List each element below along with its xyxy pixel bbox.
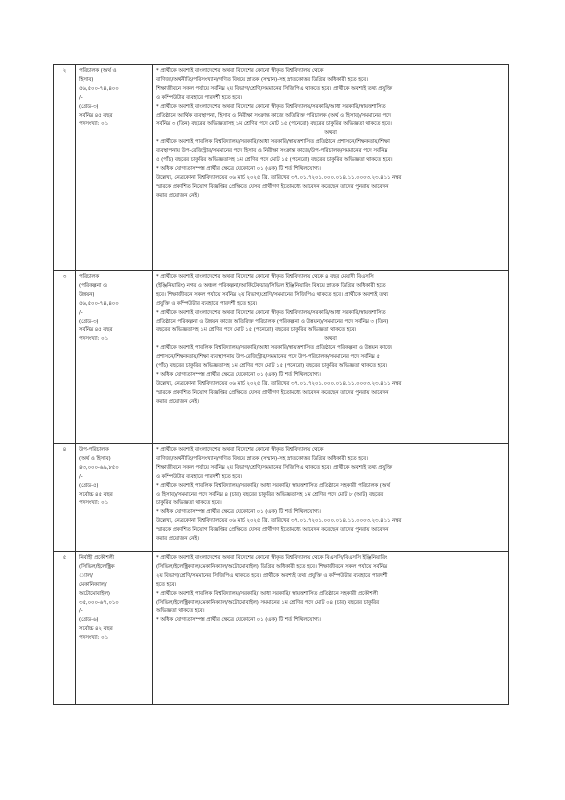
requirement-line: * প্রার্থীকে অবশ্যই বাংলাদেশের অথবা বিদেশের কোনো স্বীকৃত বিশ্ববিদ্যালয় থেকে বিএসসি/বিএসসি ইঞ্জিনিয়ারিং [156, 555, 388, 561]
requirement-line: ও হিসাব)/সমমানের পদে সর্বনিম্ন ৪ (চার) বছরের চাকুরির অভিজ্ঞতাসহ ১ম শ্রেণির পদে মোট ৮ (আট) বছরের [156, 491, 384, 498]
requirement-line: প্রতিষ্ঠানে পরিকল্পনা ও উন্নয়ন কাজে অতিরিক্ত পরিচালক (পরিকল্পনা ও উন্নয়ন)/সমমানের পদে সর্বনিম্ন ৩ (তিন) [156, 318, 389, 325]
table-row [54, 552, 509, 705]
post-detail-line: সর্বনিম্ন ৪৫ বছর [79, 327, 113, 334]
post-detail-line: (পরিকল্পনা ও [79, 282, 107, 289]
requirement-line: * প্রার্থীকে অবশ্যই বাংলাদেশের অথবা বিদেশের কোনো স্বীকৃত বিশ্ববিদ্যালয়/সরকারি/আধা সরকারি/স্বায়ত্তশাসিত [156, 309, 386, 316]
requirement-line: প্রযুক্তি ও কম্পিউটার ব্যবহারে পারদর্শী হতে হবে। [156, 300, 258, 307]
requirement-line: স্মারকে প্রকাশিত নিয়োগ বিজ্ঞপ্তির প্রেক্ষিতে যেসব প্রার্থীগণ ইতোমধ্যে আবেদন করেছেন তাদের পুনরায় আবেদন [156, 183, 389, 190]
requirement-line: অভিজ্ঞতা থাকতে হবে। [156, 608, 205, 615]
requirement-line: ৫ (পাঁচ) বছরের চাকুরির অভিজ্ঞতাসহ ১ম শ্রেণির পদে মোট ১৫ (পনেরো) বছরের চাকুরির অভিজ্ঞতা থাকতে হবে। [156, 157, 393, 164]
post-detail-line: পরিচালক (অর্থ ও [79, 68, 117, 74]
post-detail-line: মেকানিক্যাল/ [79, 581, 107, 588]
requirement-line: * অধিক যোগ্যতাসম্পন্ন প্রার্থীর ক্ষেত্রে যেকোনো ০১ (এক) টি শর্ত শিথিলযোগ্য। [156, 371, 321, 378]
requirement-line: * প্রার্থীকে অবশ্যই বাংলাদেশের অথবা বিদেশের কোনো স্বীকৃত বিশ্ববিদ্যালয় থেকে ৪ বছর মেয়াদী বিএসসি [156, 274, 374, 280]
post-details-cell [76, 552, 153, 705]
requirement-line: (পাঁচ) বছরের চাকুরির অভিজ্ঞতাসহ ১ম শ্রেণির পদে মোট ১৫ (পনেরো) বছরের চাকুরির অভিজ্ঞতা থাকতে হবে। [156, 363, 388, 370]
requirement-line: উল্লেখ্য, নেত্রকোনা বিশ্ববিদ্যালয়ের ০৬ মার্চ ২০২৫ খ্রি. তারিখের ৩৭.০১.৭২০১.০০০.০১৪.১১.০০০৩.২৩.৪১১ নম্বর [156, 518, 402, 525]
serial-number-cell: ৪ [54, 444, 76, 552]
requirement-line: ২য় বিভাগ/শ্রেণি/সমমানের সিজিপিএ থাকতে হবে। প্রার্থীকে অবশ্যই তথ্য প্রযুক্তি ও কম্পিউটার ব্যবহারে পারদর্শী [156, 572, 388, 579]
post-detail-line: নির্বাহী প্রকৌশলী [79, 555, 115, 561]
requirement-line: * প্রার্থীকে অবশ্যই বাংলাদেশের অথবা বিদেশের কোনো স্বীকৃত বিশ্ববিদ্যালয়/সরকারি/আধা সরকারি/স্বায়ত্তশাসিত [156, 103, 386, 110]
post-detail-line: সর্বোচ্চ ৪৫ বছর [79, 491, 113, 498]
post-detail-line: উন্নয়ন) [79, 291, 95, 298]
post-detail-line: /- [79, 309, 83, 316]
requirements-cell [153, 552, 509, 705]
post-detail-line: (গ্রেড-৫) [79, 482, 99, 489]
requirement-line: স্মারকে প্রকাশিত নিয়োগ বিজ্ঞপ্তির প্রেক্ষিতে যেসব প্রার্থীগণ ইতোমধ্যে আবেদন করেছেন তাদের পুনরায় আবেদন [156, 389, 389, 396]
post-detail-line: সর্বোচ্চ ৪২ বছর [79, 626, 113, 633]
post-detail-line: (গ্রেড-৩) [79, 103, 99, 110]
post-detail-line: /- [79, 608, 83, 615]
requirement-line: প্রশাসনে/শিক্ষকতায়/শিক্ষা ব্যবস্থাপনায় উপ-রেজিস্ট্রার/সমমানের পদে উপ-পরিচালক/সমমানের পদে সর্বনিম্ন ৫ [156, 354, 380, 361]
table-row [54, 444, 509, 552]
requirement-line: প্রতিষ্ঠানে আর্থিক ব্যবস্থাপনা, হিসাব ও নিরীক্ষা সংক্রান্ত কাজে অতিরিক্ত পরিচালক (অর্থ ও হিসাব)/সমমানের পদে [156, 112, 391, 119]
requirement-line: উল্লেখ্য, নেত্রকোনা বিশ্ববিদ্যালয়ের ০৬ মার্চ ২০২৫ খ্রি. তারিখের ৩৭.০১.৭২০১.০০০.০১৪.১১.০০০৩.২৩.৪১১ নম্বর [156, 174, 402, 181]
requirement-line: করার প্রয়োজন নেই। [156, 398, 200, 405]
requirement-line: * প্রার্থীকে অবশ্যই পাবলিক বিশ্ববিদ্যালয়/সরকারি/ আধা সরকারি/ স্বায়ত্তশাসিত প্রতিষ্ঠানে সহকারী প্রকৌশলী [156, 590, 378, 597]
requirement-line: চাকুরির অভিজ্ঞতা থাকতে হবে। [156, 500, 222, 507]
requirement-line: করার প্রয়োজন নেই। [156, 536, 200, 543]
post-detail-line: /- [79, 94, 83, 101]
requirement-line: * প্রার্থীকে অবশ্যই পাবলিক বিশ্ববিদ্যালয়/সরকারি/আধা সরকারি/স্বায়ত্তশাসিত প্রতিষ্ঠানে প্রশাসনে/শিক্ষকতায়/শিক্ষা [156, 139, 390, 146]
post-detail-line: (সিভিল/ইলেক্ট্রিক [79, 563, 115, 570]
requirement-line: (সিভিল/ইলেক্ট্রিক্যাল/মেকানিক্যাল/অটোমোবাইল) ডিগ্রির অধিকারী হতে হবে। শিক্ষাজীবনে সকল পর্যায়ে সর্বনিম্ন [156, 563, 388, 570]
requirement-line: সর্বনিম্ন ৩ (তিন) বছরের অভিজ্ঞতাসহ ১ম শ্রেণির পদে মোট ১৫ (পনেরো) বছরের চাকুরির অভিজ্ঞতা থাকতে হবে। [156, 121, 392, 128]
requirement-line: বাণিজ্য/অর্থনীতি/পরিসংখ্যান/গণিত বিষয়ে স্নাতক (সম্মান)-সহ স্নাতকোত্তর ডিগ্রির অধিকারী হতে হবে। [156, 76, 368, 83]
requirement-line: উল্লেখ্য, নেত্রকোনা বিশ্ববিদ্যালয়ের ০৬ মার্চ ২০২৫ খ্রি. তারিখের ৩৭.০১.৭২০১.০০০.০১৪.১১.০০০৩.২৩.৪১১ নম্বর [156, 380, 402, 387]
post-detail-line: পদসংখ্যা: ০১ [79, 336, 109, 343]
requirement-line: * অধিক যোগ্যতাসম্পন্ন প্রার্থীর ক্ষেত্রে যেকোনো ০১ (এক) টি শর্ত শিথিলযোগ্য। [156, 509, 321, 516]
requirement-line: ব্যবস্থাপনায় উপ-রেজিস্ট্রার/সমমানের পদে হিসাব ও নিরীক্ষা সংক্রান্ত কাজে/উপ-পরিচালক/সমমানের পদে সর্বনিম্ন [156, 148, 388, 155]
or-separator: অথবা [324, 130, 337, 137]
post-detail-line: (গ্রেড-৬) [79, 617, 99, 624]
post-detail-line: ৫৬,৫০০-৭৪,৪০০ [79, 300, 119, 307]
post-detail-line: পদসংখ্যা: ০১ [79, 121, 109, 128]
requirement-line: বাণিজ্য/অর্থনীতি/পরিসংখ্যান/গণিত বিষয়ে স্নাতক (সম্মান)-সহ স্নাতকোত্তর ডিগ্রির অধিকারী হতে হবে। [156, 455, 368, 462]
post-detail-line: (অর্থ ও হিসাব) [79, 455, 111, 462]
requirement-line: (ইঞ্জিনিয়ারিং) নগর ও অঞ্চল পরিকল্পনা/আর্কিটেকচার/সিভিল ইঞ্জিনিয়ারিং বিষয়ে স্নাতক ডিগ্রির অধিকারী হতে [156, 282, 386, 289]
requirement-line: করার প্রয়োজন নেই। [156, 192, 200, 199]
requirements-cell [153, 271, 509, 444]
requirements-cell [153, 65, 509, 271]
requirement-line: ও কম্পিউটার ব্যবহারে পারদর্শী হতে হবে। [156, 473, 243, 480]
post-detail-line: উপ-পরিচালক [79, 447, 109, 453]
post-detail-line: পদসংখ্যা: ০১ [79, 635, 109, 642]
post-detail-line: ্যাল/ [79, 572, 93, 579]
post-details-cell [76, 65, 153, 271]
requirement-line: স্মারকে প্রকাশিত নিয়োগ বিজ্ঞপ্তির প্রেক্ষিতে যেসব প্রার্থীগণ ইতোমধ্যে আবেদন করেছেন তাদের পুনরায় আবেদন [156, 527, 389, 534]
post-detail-line: হিসাব) [79, 76, 94, 83]
or-separator: অথবা [324, 336, 337, 343]
requirement-line: শিক্ষাজীবনে সকল পর্যায়ে সর্বনিম্ন ২য় বিভাগ/শ্রেণি/সমমানের সিজিপিএ থাকতে হবে। প্রার্থীকে অবশ্যই তথ্য প্রযুক্তি [156, 464, 392, 471]
requirement-line: * প্রার্থীকে অবশ্যই বাংলাদেশের অথবা বিদেশের কোনো স্বীকৃত বিশ্ববিদ্যালয় থেকে [156, 447, 324, 453]
post-details-cell [76, 444, 153, 552]
requirements-cell [153, 444, 509, 552]
post-detail-line: ৫৬,৫০০-৭৪,৪০০ [79, 85, 119, 92]
serial-number-cell: ২ [54, 65, 76, 271]
post-detail-line: (গ্রেড-৩) [79, 318, 99, 325]
job-posts-table [53, 64, 509, 705]
post-detail-line: ৩৫,০০০-৬৭,০১০ [79, 599, 119, 606]
post-detail-line: /- [79, 473, 83, 480]
requirement-line: শিক্ষাজীবনে সকল পর্যায়ে সর্বনিম্ন ২য় বিভাগ/শ্রেণি/সমমানের সিজিপিএ থাকতে হবে। প্রার্থীকে অবশ্যই তথ্য প্রযুক্তি [156, 85, 392, 92]
requirement-line: * অধিক যোগ্যতাসম্পন্ন প্রার্থীর ক্ষেত্রে যেকোনো ০১ (এক) টি শর্ত শিথিলযোগ্য। [156, 165, 321, 172]
requirement-line: ও কম্পিউটার ব্যবহারে পারদর্শী হতে হবে। [156, 94, 243, 101]
requirement-line: বছরের অভিজ্ঞতাসহ ১ম শ্রেণির পদে মোট ১৫ (পনেরো) বছরের চাকুরির অভিজ্ঞতা থাকতে হবে। [156, 327, 357, 334]
requirement-line: হতে হবে। [156, 581, 177, 588]
requirement-line: * প্রার্থীকে অবশ্যই পাবলিক বিশ্ববিদ্যালয়/সরকারি/আধা সরকারি/স্বায়ত্তশাসিত প্রতিষ্ঠানে পরিকল্পনা ও উন্নয়ন কাজে [156, 345, 392, 352]
requirement-line: হবে। শিক্ষাজীবনে সকল পর্যায়ে সর্বনিম্ন ২য় বিভাগ/শ্রেণি/সমমানের সিজিপিএ থাকতে হবে। প্রার্থীকে অবশ্যই তথ্য [156, 291, 389, 298]
serial-number-cell: ৫ [54, 552, 76, 705]
post-detail-line: পরিচালক [79, 274, 100, 280]
table-row [54, 65, 509, 271]
requirement-line: * অধিক যোগ্যতাসম্পন্ন প্রার্থীর ক্ষেত্রে যেকোনো ০১ (এক) টি শর্ত শিথিলযোগ্য। [156, 617, 321, 624]
requirement-line: (সিভিল/ইলেক্ট্রিক্যাল/মেকানিক্যাল/অটোমোবাইল) সমমানের ১ম শ্রেণির পদে মোট ০৪ (চার) বছরের চাকুরির [156, 599, 380, 606]
post-detail-line: অটোমোবাইল) [79, 590, 110, 597]
post-details-cell [76, 271, 153, 444]
post-detail-line: সর্বনিম্ন ৪৫ বছর [79, 112, 113, 119]
requirement-line: * প্রার্থীকে অবশ্যই পাবলিক বিশ্ববিদ্যালয়/সরকারি/ আধা সরকারি/ স্বায়ত্তশাসিত প্রতিষ্ঠানে সহকারী পরিচালক (অর্থ [156, 482, 390, 489]
serial-number-cell: ৩ [54, 271, 76, 444]
table-row [54, 271, 509, 444]
post-detail-line: ৪৩,০০০-৬৯,৮৫০ [79, 464, 119, 471]
post-detail-line: পদসংখ্যা: ০১ [79, 500, 109, 507]
requirement-line: * প্রার্থীকে অবশ্যই বাংলাদেশের অথবা বিদেশের কোনো স্বীকৃত বিশ্ববিদ্যালয় থেকে [156, 68, 324, 74]
